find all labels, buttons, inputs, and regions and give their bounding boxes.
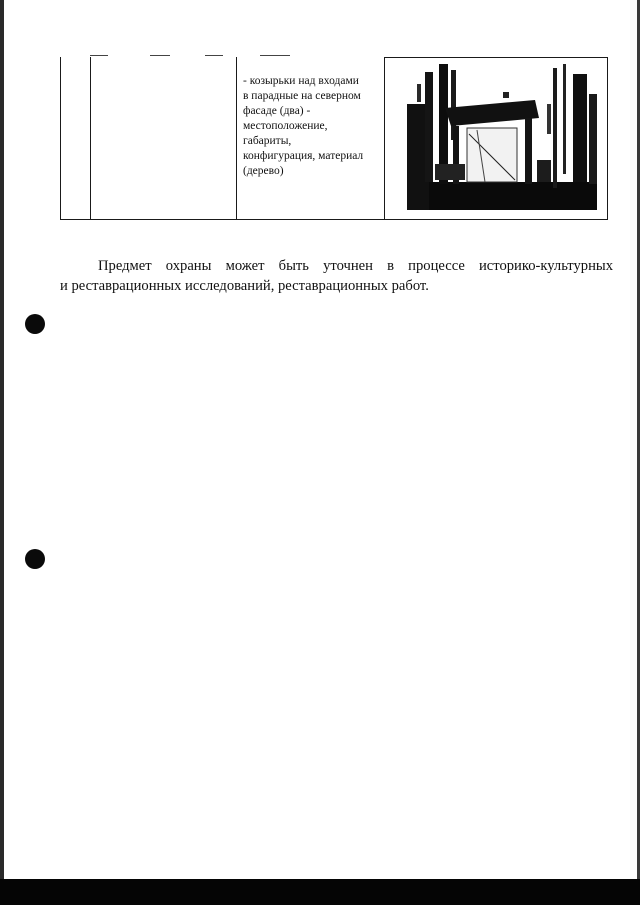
table-column-divider	[236, 57, 237, 220]
table-cell-description	[243, 74, 383, 179]
description-line: (дерево)	[243, 165, 284, 177]
table-top-stub	[90, 55, 108, 56]
table-top-stub	[260, 55, 290, 56]
punch-hole-icon	[25, 314, 45, 334]
canopy-photo-icon	[407, 64, 597, 210]
paragraph-line-2: и реставрационных исследований, реставрационных работ.	[60, 278, 429, 294]
paragraph-line-1: Предмет охраны может быть уточнен в процессе историко-культурных	[98, 258, 613, 274]
table-column-divider	[90, 57, 91, 220]
table-column-divider	[384, 57, 385, 220]
table-top-stub	[205, 55, 223, 56]
protection-note-paragraph	[60, 256, 613, 296]
table-top-stub	[150, 55, 170, 56]
description-line: - козырьки над входами	[243, 75, 359, 87]
table-right-border	[607, 57, 608, 220]
scan-left-edge	[0, 0, 4, 880]
description-line: конфигурация, материал	[243, 150, 364, 162]
description-line: местоположение,	[243, 120, 328, 132]
table-bottom-border	[60, 219, 608, 220]
description-line: в парадные на северном	[243, 90, 361, 102]
description-line: габариты,	[243, 135, 292, 147]
table-left-border	[60, 57, 61, 220]
punch-hole-icon	[25, 549, 45, 569]
description-line: фасаде (два) -	[243, 105, 311, 117]
scan-bottom-bar	[0, 879, 640, 905]
table-top-border	[384, 57, 608, 58]
